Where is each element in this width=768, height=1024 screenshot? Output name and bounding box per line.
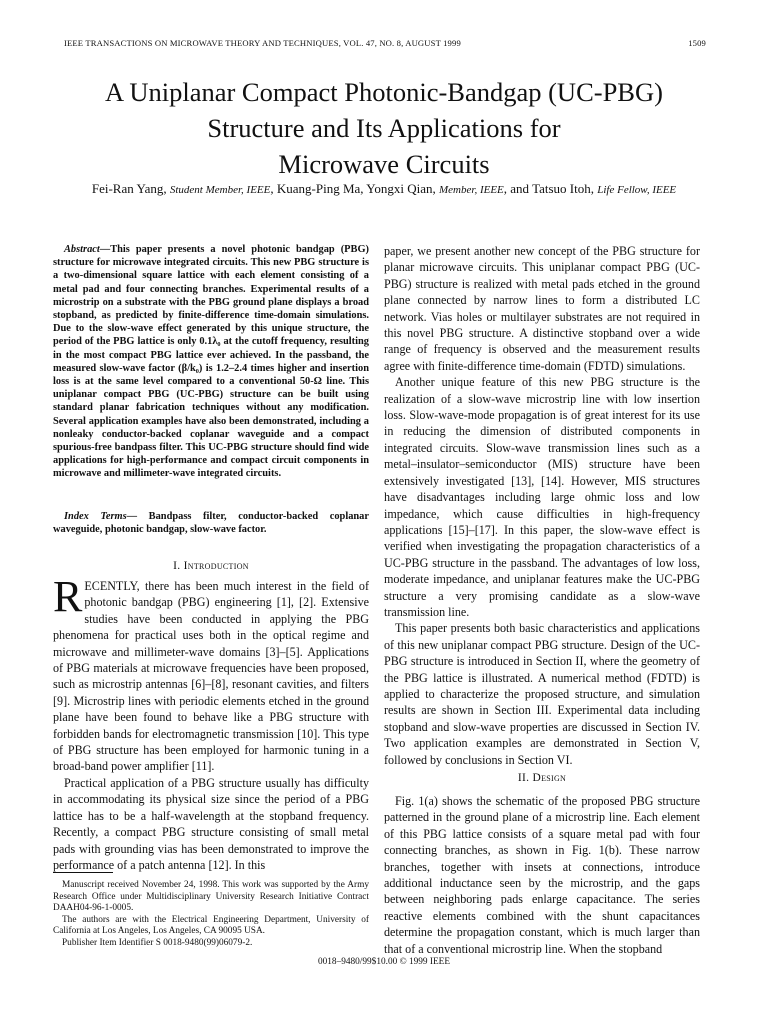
section-2-title: Design — [532, 772, 567, 784]
footnote-affiliation: The authors are with the Electrical Engineering Department, University of California at Los Angeles, Los Angeles, CA 90095 USA. — [53, 914, 369, 937]
section-2-heading — [384, 772, 700, 784]
abstract-label: Abstract — [64, 244, 100, 255]
title-line-3: Microwave Circuits — [278, 149, 490, 179]
author-3: , and Tatsuo Itoh, — [503, 181, 598, 196]
section-1-title: Introduction — [183, 560, 249, 572]
paper-title — [20, 74, 748, 182]
title-line-1: A Uniplanar Compact Photonic-Bandgap (UC-PBG) — [105, 77, 663, 107]
title-line-2: Structure and Its Applications for — [207, 113, 561, 143]
index-terms — [53, 510, 369, 536]
abstract — [53, 243, 369, 481]
introduction-body — [53, 572, 369, 873]
author-1-role: Student Member, IEEE — [169, 184, 271, 196]
drop-cap: R — [53, 572, 83, 621]
right-paragraph-1: paper, we present another new concept of the PBG structure for planar microwave circuits. This uniplanar compact PBG (UC-PBG) structure is realized with metal pads etched in the ground plane connected by narrow lines to form a distributed LC network. Vias holes or multilayer substrates are not required in this novel PBG structure. A distinctive stopband over a wide range of frequency is observed and the measurement results agree with finite-difference time-domain (FDTD) simulations. — [384, 244, 700, 373]
design-paragraph-1: Fig. 1(a) shows the schematic of the proposed PBG structure patterned in the ground plane of a microstrip line. Each element of this PBG lattice consists of a square metal pad with four connecting branches, as shown in Fig. 1(b). These narrow branches, together with insets at connections, introduce additional inductance seen by the microstrip, and the gaps between neighboring pads enlarge capacitance. The series reactive elements combined with the shunt capacitances determine the propagation constant, which is much larger than that of a conventional microstrip line. When the stopband — [384, 794, 700, 956]
index-terms-text: — Bandpass filter, conductor-backed coplanar waveguide, photonic bandgap, slow-wave factor. — [53, 511, 369, 536]
abstract-text: —This paper presents a novel photonic bandgap (PBG) structure for microwave integrated circuits. This new PBG structure is a two-dimensional square lattice with each element consisting of a metal pad and four connecting branches. Experimental results of a microstrip on a substrate with the PBG ground plane displays a broad stopband, as predicted by finite-difference time-domain simulations. Due to the slow-wave effect generated by this unique structure, the period of the PBG lattice is only 0.1λ₀ at the cutoff frequency, resulting in the most compact PBG lattice ever achieved. In the passband, the measured slow-wave factor (β/k₀) is 1.2–2.4 times higher and insertion loss is at the same level compared to a conventional 50-Ω line. This uniplanar compact PBG (UC-PBG) structure can be built using standard planar fabrication techniques without any modification. Several application examples have also been demonstrated, including a nonleaky conductor-backed coplanar waveguide and a compact spurious-free bandpass filter. This UC-PBG structure should find wide applications for high-performance and compact circuit components in microwave and millimeter-wave integrated circuits. — [53, 244, 369, 480]
footnote-rule — [53, 872, 113, 873]
index-terms-label: Index Terms — [64, 511, 127, 522]
page-number: 1509 — [688, 38, 706, 48]
author-list — [20, 181, 748, 197]
section-1-number: I. — [173, 560, 184, 572]
author-2: , Kuang-Ping Ma, Yongxi Qian, — [270, 181, 440, 196]
copyright-footer: 0018–9480/99$10.00 © 1999 IEEE — [317, 957, 451, 967]
running-header — [64, 38, 706, 48]
intro-paragraph-1: RECENTLY, there has been much interest in the field of photonic bandgap (PBG) engineering [1], [2]. Extensive studies have been conducted in applying the PBG phenomena for practical uses both in the optical regime and microwave and millimeter-wave domains [3]–[5]. Applications of PBG materials at microwave frequencies have been proposed, such as microstrip antennas [6]–[8], resonant cavities, and filters [9]. Microstrip lines with periodic elements etched in the ground plane have been found to behave like a PBG structure with forbidden bands for electromagnetic transmission [10]. This type of PBG structure has been employed for harmonic tuning in a broad-band power amplifier [11]. — [53, 572, 369, 774]
right-paragraph-2: Another unique feature of this new PBG structure is the realization of a slow-wave microstrip line with low insertion loss. Slow-wave-mode propagation is of great interest for its use in reducing the dimension of distributed components in integrated circuits. Slow-wave transmission lines such as a metal–insulator–semiconductor (MIS) structure have been extensively investigated [13], [14]. However, MIS structures have disadvantages including large ohmic loss and low impedance, which cause difficulties in high-frequency applications [15]–[17]. In this paper, the slow-wave effect is verified when investigating the propagation characteristics of a UC-PBG structure in the passband. The advantages of low loss, moderate impedance, and uniplanar features make the UC-PBG structure a very promising candidate as a slow-wave transmission line. — [384, 375, 700, 619]
section-1-heading — [53, 560, 369, 572]
author-2-role: Member, IEEE — [439, 184, 504, 196]
intro-paragraph-2: Practical application of a PBG structure usually has difficulty in accommodating its physical size since the period of a PBG lattice has to be a half-wavelength at the stopband frequency. Recently, a compact PBG structure consisting of small metal pads with grounding vias has been demonstrated to improve the performance of a patch antenna [12]. In this — [53, 775, 369, 872]
author-3-role: Life Fellow, IEEE — [597, 184, 677, 196]
author-1: Fei-Ran Yang, — [91, 181, 170, 196]
section-2-number: II. — [517, 772, 533, 784]
design-body — [384, 793, 700, 957]
footnote — [53, 880, 369, 950]
footnote-identifier: Publisher Item Identifier S 0018-9480(99)06079-2. — [62, 937, 253, 948]
footnote-manuscript: Manuscript received November 24, 1998. This work was supported by the Army Research Office under Multidisciplinary University Research Initiative Contract DAAH04-96-1-0005. — [53, 880, 369, 914]
right-paragraph-3: This paper presents both basic characteristics and applications of this new uniplanar compact PBG structure. Design of the UC-PBG structure is introduced in Section II, where the geometry of the PBG lattice is illustrated. A numerical method (FDTD) is applied to characterize the proposed structure, and simulation results are shown in Section III. Experimental data including stopband and slow-wave properties are discussed in Section IV. Two application examples are demonstrated in Section V, followed by conclusions in Section VI. — [384, 621, 700, 767]
journal-header: IEEE TRANSACTIONS ON MICROWAVE THEORY AND TECHNIQUES, VOL. 47, NO. 8, AUGUST 1999 — [64, 38, 461, 48]
right-column-body — [384, 243, 700, 768]
